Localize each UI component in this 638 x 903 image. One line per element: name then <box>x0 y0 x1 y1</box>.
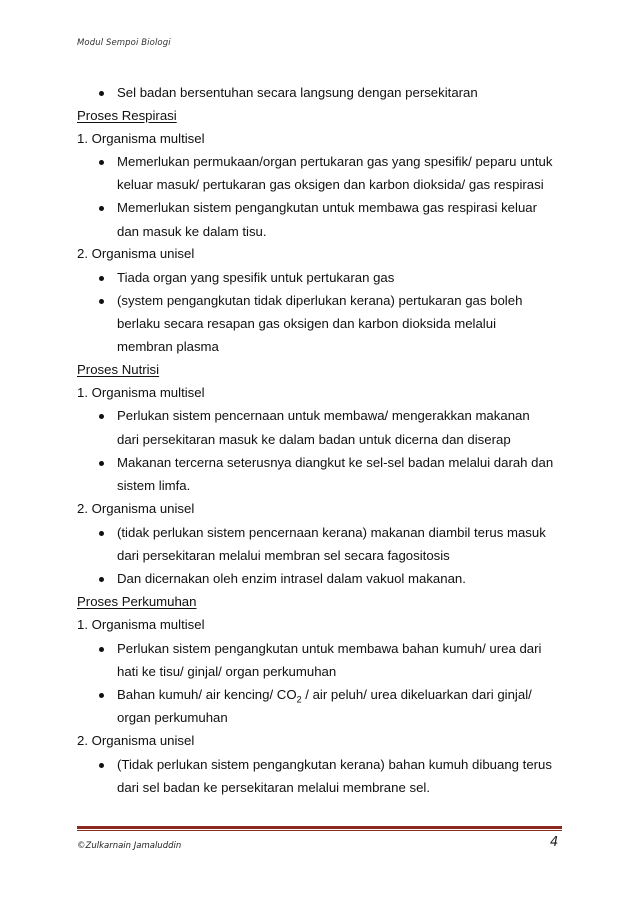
respirasi-unisel-bullet2-line3: membran plasma <box>117 339 219 354</box>
nutrisi-unisel-bullet1-line1: (tidak perlukan sistem pencernaan kerana) makanan diambil terus masuk <box>117 525 546 540</box>
page-number: 4 <box>550 835 559 850</box>
footer-rule-thin <box>77 830 562 831</box>
perkumuhan-multisel-bullet1-line1: Perlukan sistem pengangkutan untuk membawa bahan kumuh/ urea dari <box>117 641 542 656</box>
respirasi-multisel-bullet2-line1: Memerlukan sistem pengangkutan untuk membawa gas respirasi keluar <box>117 200 538 215</box>
perkumuhan-multisel-label: 1. Organisma multisel <box>77 617 205 632</box>
page-header-title: Modul Sempoi Biologi <box>77 38 171 48</box>
bullet-dot <box>99 206 104 211</box>
respirasi-unisel-bullet2-line2: berlaku secara resapan gas oksigen dan karbon dioksida melalui <box>117 316 497 331</box>
perkumuhan-text-post: / air peluh/ urea dikeluarkan dari ginjal/ <box>301 687 532 702</box>
footer-rule <box>77 826 562 829</box>
perkumuhan-multisel-bullet2-line1 <box>117 687 532 708</box>
perkumuhan-unisel-bullet1-line1: (Tidak perlukan sistem pengangkutan kerana) bahan kumuh dibuang terus <box>117 757 552 772</box>
bullet-dot <box>99 763 104 768</box>
nutrisi-unisel-bullet1-line2: dari persekitaran melalui membran sel secara fagositosis <box>117 548 450 563</box>
perkumuhan-unisel-label: 2. Organisma unisel <box>77 733 195 748</box>
respirasi-unisel-bullet1-line1: Tiada organ yang spesifik untuk pertukaran gas <box>117 270 395 285</box>
nutrisi-multisel-label: 1. Organisma multisel <box>77 385 205 400</box>
perkumuhan-multisel-bullet2-line2: organ perkumuhan <box>117 710 228 725</box>
bullet-dot <box>99 299 104 304</box>
respirasi-multisel-label: 1. Organisma multisel <box>77 131 205 146</box>
bullet-dot <box>99 461 104 466</box>
bullet-dot <box>99 160 104 165</box>
nutrisi-multisel-bullet2-line1: Makanan tercerna seterusnya diangkut ke sel-sel badan melalui darah dan <box>117 455 554 470</box>
bullet-dot <box>99 647 104 652</box>
perkumuhan-text-pre: Bahan kumuh/ air kencing/ CO <box>117 687 297 702</box>
footer-author: ©Zulkarnain Jamaluddin <box>77 841 182 851</box>
section-heading-nutrisi: Proses Nutrisi <box>77 362 160 377</box>
bullet-dot <box>99 414 104 419</box>
co2-subscript: 2 <box>296 694 302 705</box>
respirasi-multisel-bullet2-line2: dan masuk ke dalam tisu. <box>117 224 267 239</box>
perkumuhan-unisel-bullet1-line2: dari sel badan ke persekitaran melalui membrane sel. <box>117 780 430 795</box>
section-heading-respirasi: Proses Respirasi <box>77 108 177 123</box>
respirasi-unisel-label: 2. Organisma unisel <box>77 246 195 261</box>
perkumuhan-multisel-bullet1-line2: hati ke tisu/ ginjal/ organ perkumuhan <box>117 664 337 679</box>
respirasi-multisel-bullet1-line2: keluar masuk/ pertukaran gas oksigen dan karbon dioksida/ gas respirasi <box>117 177 544 192</box>
respirasi-unisel-bullet2-line1: (system pengangkutan tidak diperlukan kerana) pertukaran gas boleh <box>117 293 523 308</box>
intro-bullet-text: Sel badan bersentuhan secara langsung dengan persekitaran <box>117 85 478 100</box>
bullet-dot <box>99 531 104 536</box>
nutrisi-multisel-bullet1-line2: dari persekitaran masuk ke dalam badan untuk dicerna dan diserap <box>117 432 511 447</box>
nutrisi-unisel-label: 2. Organisma unisel <box>77 501 195 516</box>
bullet-dot <box>99 577 104 582</box>
nutrisi-multisel-bullet1-line1: Perlukan sistem pencernaan untuk membawa/ mengerakkan makanan <box>117 408 530 423</box>
section-heading-perkumuhan: Proses Perkumuhan <box>77 594 197 609</box>
bullet-dot <box>99 276 104 281</box>
bullet-dot <box>99 91 104 96</box>
nutrisi-multisel-bullet2-line2: sistem limfa. <box>117 478 191 493</box>
nutrisi-unisel-bullet2-line1: Dan dicernakan oleh enzim intrasel dalam vakuol makanan. <box>117 571 466 586</box>
bullet-dot <box>99 693 104 698</box>
respirasi-multisel-bullet1-line1: Memerlukan permukaan/organ pertukaran gas yang spesifik/ peparu untuk <box>117 154 553 169</box>
